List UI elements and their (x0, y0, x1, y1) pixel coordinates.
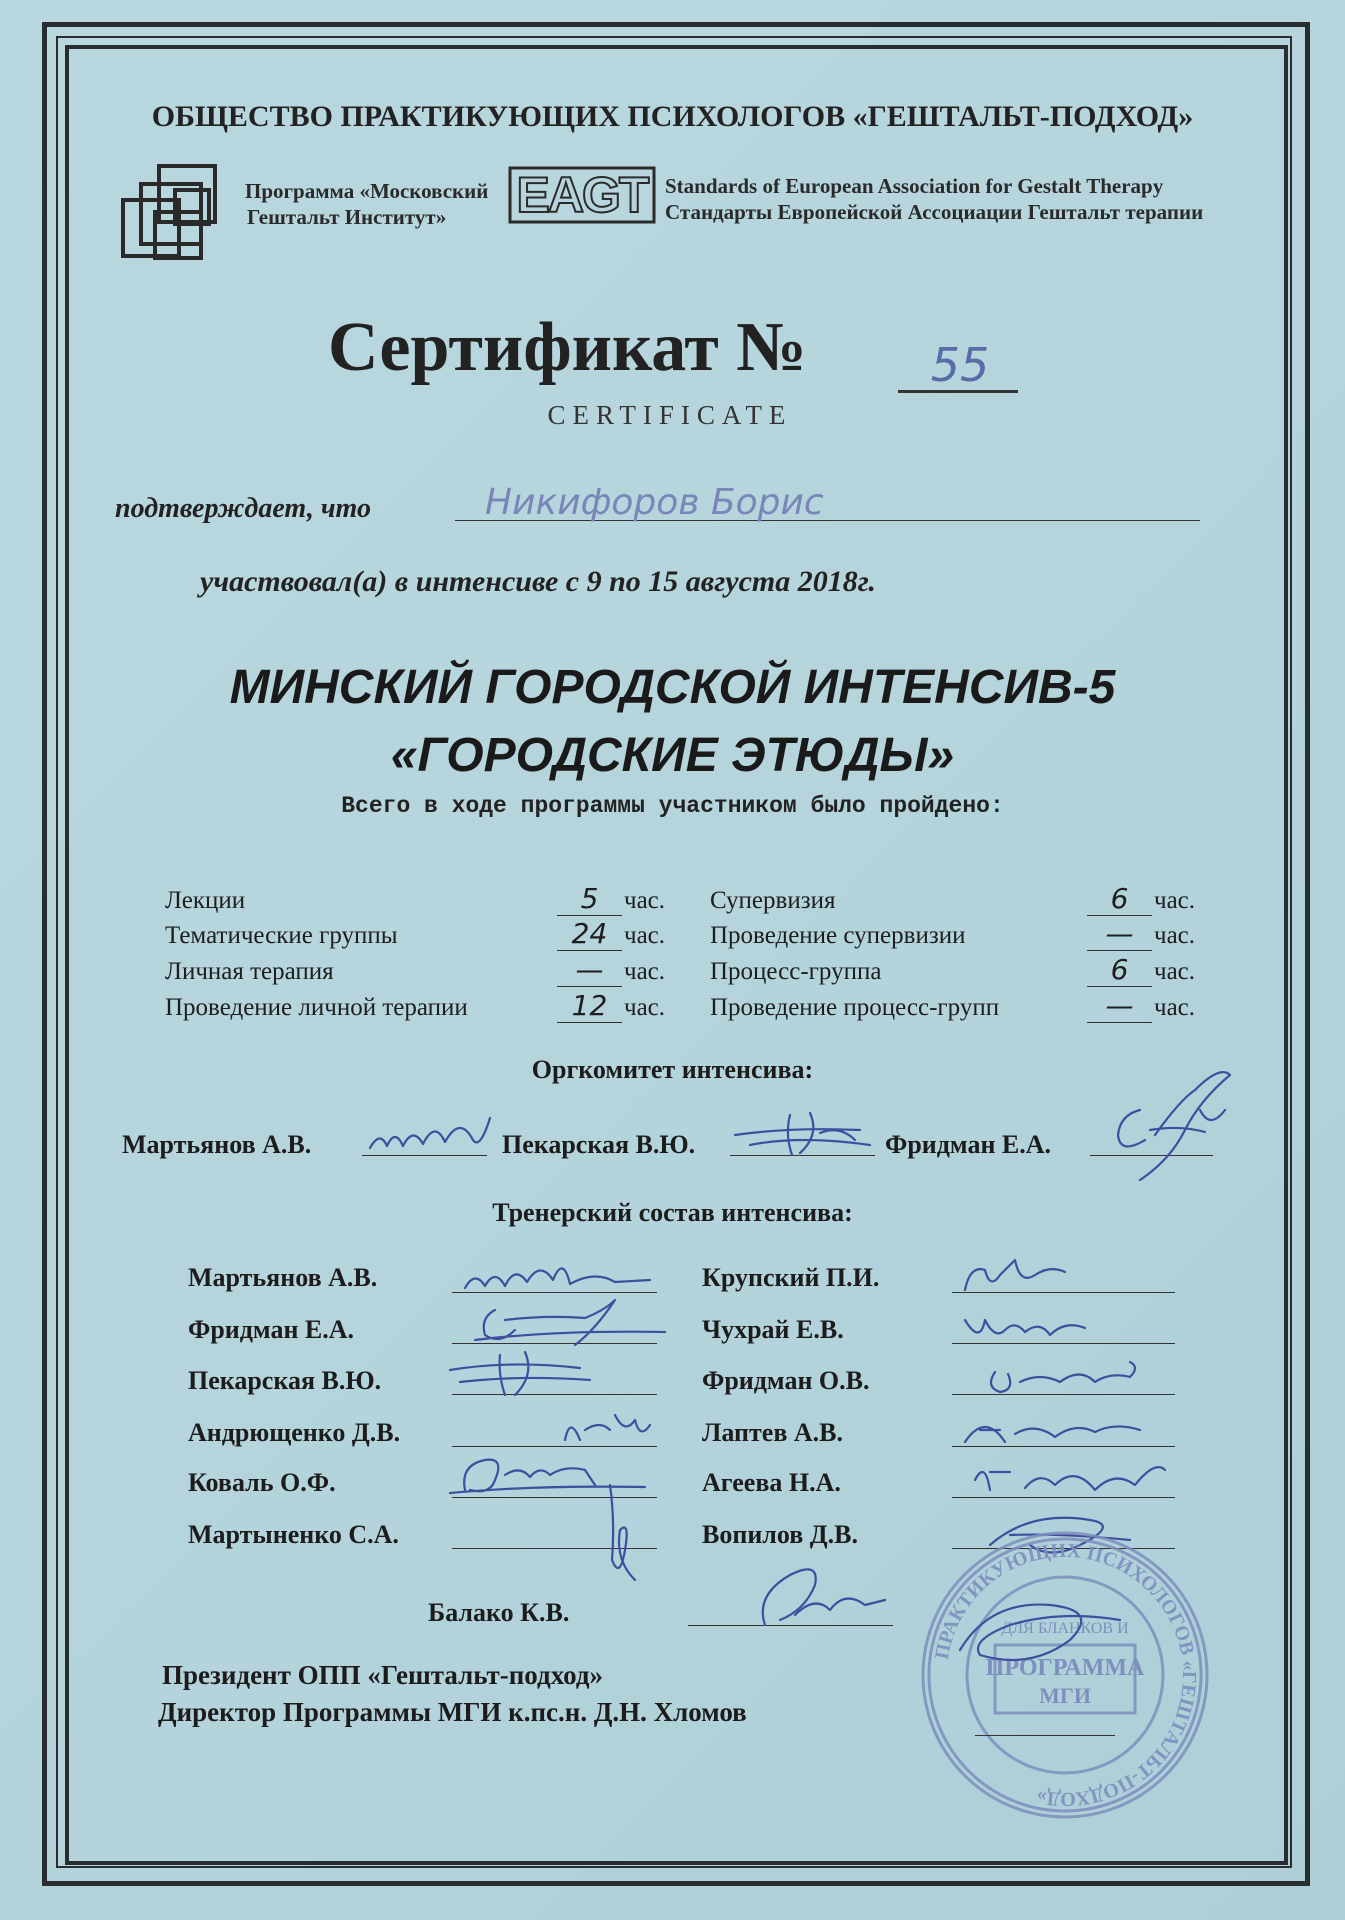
program-line-2: Гештальт Институт» (247, 205, 447, 229)
signature (955, 1300, 1155, 1350)
program-name (245, 178, 488, 230)
stamp-inner-text: ДЛЯ БЛАНКОВ И (1001, 1620, 1129, 1637)
certificate-number: 55 (930, 338, 990, 392)
trainer-name: Фридман О.В. (702, 1366, 870, 1395)
signature (590, 1480, 650, 1590)
hours-unit: час. (1154, 887, 1196, 914)
signature (730, 1105, 880, 1160)
hours-value: 5 (580, 882, 599, 915)
trainer-name: Мартыненко С.А. (188, 1520, 399, 1549)
hours-line (557, 1022, 622, 1023)
trainer-name: Пекарская В.Ю. (188, 1366, 382, 1395)
participant-name: Никифоров Борис (485, 482, 824, 523)
stamp-ring-text: ПРАКТИКУЮЩИХ ПСИХОЛОГОВ «ГЕШТАЛЬТ-ПОДХОД» (930, 1539, 1201, 1811)
trainer-name: Лаптев А.В. (702, 1418, 843, 1447)
committee-member: Фридман Е.А. (885, 1130, 1052, 1159)
hours-unit: час. (1154, 958, 1196, 985)
hours-label: Тематические группы (165, 922, 398, 949)
trainers-title: Тренерский состав интенсива: (492, 1198, 853, 1227)
hours-value: 12 (571, 989, 608, 1022)
confirms-label: подтверждает, что (115, 493, 371, 524)
hours-line (1087, 986, 1152, 987)
hours-label: Процесс-группа (710, 958, 882, 985)
trainer-name: Андрющенко Д.В. (188, 1418, 401, 1447)
trainer-name: Мартьянов А.В. (188, 1263, 378, 1292)
signature (365, 1110, 495, 1160)
standards-en: Standards of European Association for Gestalt Therapy (665, 174, 1164, 198)
mgi-logo (115, 160, 235, 280)
trainer-name: Вопилов Д.В. (702, 1520, 859, 1549)
signature (940, 1580, 1140, 1680)
event-name-line-1: МИНСКИЙ ГОРОДСКОЙ ИНТЕНСИВ-5 (229, 661, 1116, 714)
hours-unit: час. (624, 887, 666, 914)
hours-label: Супервизия (710, 887, 836, 914)
hours-unit: час. (624, 922, 666, 949)
signature-line (975, 1735, 1115, 1736)
hours-value: 6 (1110, 953, 1129, 986)
hours-value: 6 (1110, 882, 1129, 915)
hours-label: Лекции (165, 887, 246, 914)
hours-line (557, 915, 622, 916)
signature (440, 1340, 660, 1400)
hours-line (1087, 915, 1152, 916)
hours-line (1087, 1022, 1152, 1023)
committee-member: Пекарская В.Ю. (502, 1130, 696, 1159)
signature (955, 1250, 1155, 1300)
eagt-logo (508, 166, 656, 224)
hours-unit: час. (624, 958, 666, 985)
hours-line (1087, 950, 1152, 951)
hours-line (557, 950, 622, 951)
hours-unit: час. (1154, 994, 1196, 1021)
eagt-logo-text: EAGT (516, 167, 648, 223)
president-line-2: Директор Программы МГИ к.пс.н. Д.Н. Хломов (158, 1697, 747, 1727)
certificate-title: Сертификат № (328, 309, 807, 386)
summary-label: Всего в ходе программы участником было пройдено: (341, 793, 1004, 819)
hours-label: Проведение личной терапии (165, 994, 468, 1021)
hours-unit: час. (624, 994, 666, 1021)
trainer-name: Крупский П.И. (702, 1263, 880, 1292)
hours-label: Проведение процесс-групп (710, 994, 1000, 1021)
stamp-center-1: ПРОГРАММА (985, 1655, 1145, 1681)
hours-value: — (1105, 917, 1134, 950)
signature (735, 1555, 895, 1635)
hours-label: Личная терапия (165, 958, 334, 985)
hours-value: — (1105, 989, 1134, 1022)
trainer-name: Агеева Н.А. (702, 1468, 841, 1497)
hours-label: Проведение супервизии (710, 922, 966, 949)
president-line-1: Президент ОПП «Гештальт-подход» (162, 1660, 604, 1690)
trainer-name: Коваль О.Ф. (188, 1468, 336, 1497)
event-name-line-2: «ГОРОДСКИЕ ЭТЮДЫ» (390, 729, 955, 782)
eagt-standards (665, 173, 1203, 225)
signature (955, 1402, 1165, 1452)
signature (555, 1395, 655, 1450)
hours-unit: час. (1154, 922, 1196, 949)
committee-member: Мартьянов А.В. (122, 1130, 312, 1159)
stamp-center-2: МГИ (1039, 1683, 1091, 1708)
standards-ru: Стандарты Европейской Ассоциации Гештальт терапии (665, 200, 1204, 224)
hours-value: — (575, 953, 604, 986)
hours-line (557, 986, 622, 987)
signature (965, 1450, 1185, 1505)
trainer-name: Фридман Е.А. (188, 1315, 355, 1344)
participation-dates: участвовал(а) в интенсиве с 9 по 15 августа 2018г. (200, 565, 876, 598)
organization-title: ОБЩЕСТВО ПРАКТИКУЮЩИХ ПСИХОЛОГОВ «ГЕШТАЛЬТ-ПОДХОД» (151, 100, 1194, 133)
trainer-name: Балако К.В. (428, 1598, 570, 1627)
signature (1100, 1060, 1250, 1190)
program-line-1: Программа «Московский (245, 179, 489, 203)
signature (980, 1352, 1150, 1397)
trainer-name: Чухрай Е.В. (702, 1315, 844, 1344)
hours-value: 24 (571, 917, 608, 950)
certificate-subtitle: CERTIFICATE (547, 400, 793, 430)
committee-title: Оргкомитет интенсива: (531, 1055, 814, 1084)
